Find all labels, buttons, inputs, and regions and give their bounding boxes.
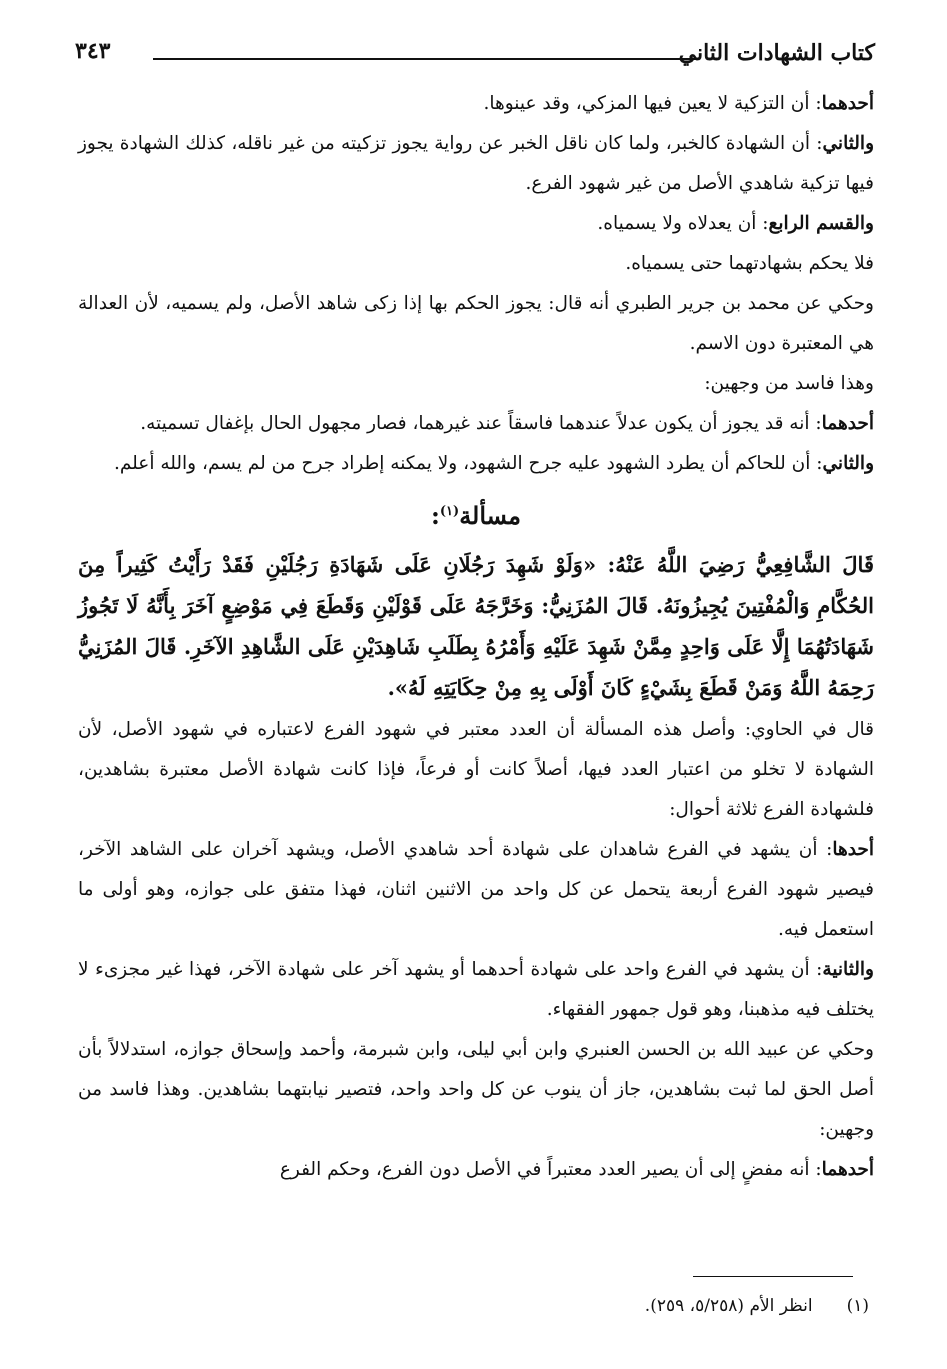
- footnote-marker: (١): [439, 504, 460, 519]
- footnote-text: انظر الأم (٥/٢٥٨، ٢٥٩).: [644, 1296, 813, 1316]
- paragraph: [78, 1030, 874, 1150]
- paragraph: [78, 710, 874, 830]
- footnote: [645, 1296, 869, 1316]
- paragraph-text: : أن التزكية لا يعين فيها المزكي، وقد عينوها.: [483, 93, 822, 114]
- running-header: [75, 36, 875, 76]
- paragraph-lead: والقسم الرابع: [768, 213, 874, 234]
- paragraph: [78, 364, 874, 404]
- paragraph: [78, 284, 874, 364]
- section-heading: [78, 488, 874, 540]
- footnote-number: (١): [846, 1296, 869, 1316]
- paragraph-text: : أن يشهد في الفرع واحد على شهادة أحدهما أو يشهد آخر على شهادة الآخر، فهذا غير مجزىء لا يختلف فيه مذهبنا، وهو قول جمهور الفقهاء.: [78, 959, 874, 1020]
- heading-text: مسألة: [459, 501, 521, 530]
- paragraph-text: وحكي عن محمد بن جرير الطبري أنه قال: يجوز الحكم بها إذا زكى شاهد الأصل، ولم يسميه، لأن العدالة هي المعتبرة دون الاسم.: [78, 293, 874, 354]
- paragraph-text: : أن يشهد في الفرع شاهدان على شهادة أحد شاهدي الأصل، ويشهد آخران على الشاهد الآخر، فيصير شهود الفرع أربعة يتحمل عن كل واحد من الاثنين اثنان، فهذا متفق على جوازه، وهو أولى ما استعمل فيه.: [78, 839, 874, 940]
- paragraph-lead: والثانية: [822, 959, 874, 980]
- main-text: [78, 84, 874, 1190]
- paragraph-lead: أحدهما: [821, 93, 874, 114]
- paragraph-text: : أنه قد يجوز أن يكون عدلاً عندهما فاسقاً عند غيرهما، فصار مجهول الحال بإغفال تسميته.: [140, 413, 822, 434]
- paragraph-text: وهذا فاسد من وجهين:: [704, 373, 874, 394]
- paragraph: [78, 444, 874, 484]
- paragraph-text: : أن يعدلاه ولا يسمياه.: [597, 213, 769, 234]
- paragraph-lead: والثاني: [822, 453, 874, 474]
- paragraph-text: : أن الشهادة كالخبر، ولما كان ناقل الخبر عن رواية يجوز تزكيته من غير ناقله، كذلك الشهادة يجوز فيها تزكية شاهدي الأصل من غير شهود الفرع.: [78, 133, 874, 194]
- quoted-text: قَالَ الشَّافِعِيُّ رَضِيَ اللَّهُ عَنْهُ: «وَلَوْ شَهِدَ رَجُلَانِ عَلَى شَهَادَةِ رَجُلَيْنِ فَقَدْ رَأَيْتُ كَثِيراً مِنَ الحُكَّامِ وَالْمُفْتِينَ يُجِيزُونَهُ. قَالَ المُزَنِيُّ: وَخَرَّجَهُ عَلَى قَوْلَيْنِ وَقَطَعَ فِي مَوْضِعٍ آخَرَ بِأَنَّهُ لَا تَجُوزُ شَهَادَتُهُمَا إِلَّا عَلَى وَاحِدٍ مِمَّنْ شَهِدَ عَلَيْهِ وَأَمْرُهُ بِطَلَبِ شَاهِدَيْنِ عَلَى الشَّاهِدِ الآخَرِ. قَالَ المُزَنِيُّ رَحِمَهُ اللَّهُ وَمَنْ قَطَعَ بِشَيْءٍ كَانَ أَوْلَى بِهِ مِنْ حِكَايَتِهِ لَهُ».: [78, 552, 874, 700]
- footnote-rule: [693, 1276, 853, 1277]
- paragraph: [78, 950, 874, 1030]
- paragraph-text: فلا يحكم بشهادتهما حتى يسمياه.: [625, 253, 874, 274]
- paragraph: [78, 204, 874, 244]
- paragraph: [78, 1150, 874, 1190]
- paragraph: [78, 84, 874, 124]
- page-number: ٣٤٣: [75, 38, 111, 64]
- paragraph: [78, 124, 874, 204]
- paragraph-lead: أحدها: [832, 839, 874, 860]
- paragraph-text: قال في الحاوي: وأصل هذه المسألة أن العدد معتبر في شهود الفرع لاعتباره في شهود الأصل، لأن الشهادة لا تخلو من اعتبار العدد فيها، أصلاً كانت أو فرعاً، فإذا كانت شهادة الأصل معتبرة بشاهدين، فلشهادة الفرع ثلاثة أحوال:: [78, 719, 874, 820]
- paragraph-lead: والثاني: [822, 133, 874, 154]
- heading-suffix: :: [431, 501, 440, 530]
- paragraph-text: : أنه مفضٍ إلى أن يصير العدد معتبراً في الأصل دون الفرع، وحكم الفرع: [279, 1159, 822, 1180]
- paragraph: [78, 830, 874, 950]
- paragraph-text: : أن للحاكم أن يطرد الشهود عليه جرح الشهود، ولا يمكنه إطراد جرح من لم يسم، والله أعلم.: [113, 453, 823, 474]
- paragraph: [78, 404, 874, 444]
- paragraph-lead: أحدهما: [821, 1159, 874, 1180]
- header-rule: [153, 58, 699, 60]
- paragraph-lead: أحدهما: [821, 413, 874, 434]
- paragraph-text: وحكي عن عبيد الله بن الحسن العنبري وابن أبي ليلى، وابن شبرمة، وأحمد وإسحاق جوازه، استدلالاً بأن أصل الحق لما ثبت بشاهدين، جاز أن ينوب عن كل واحد واحد، فتصير نيابتهما بشاهدين. وهذا فاسد من وجهين:: [78, 1039, 874, 1140]
- paragraph: [78, 244, 874, 284]
- book-title: كتاب الشهادات الثاني: [678, 40, 875, 66]
